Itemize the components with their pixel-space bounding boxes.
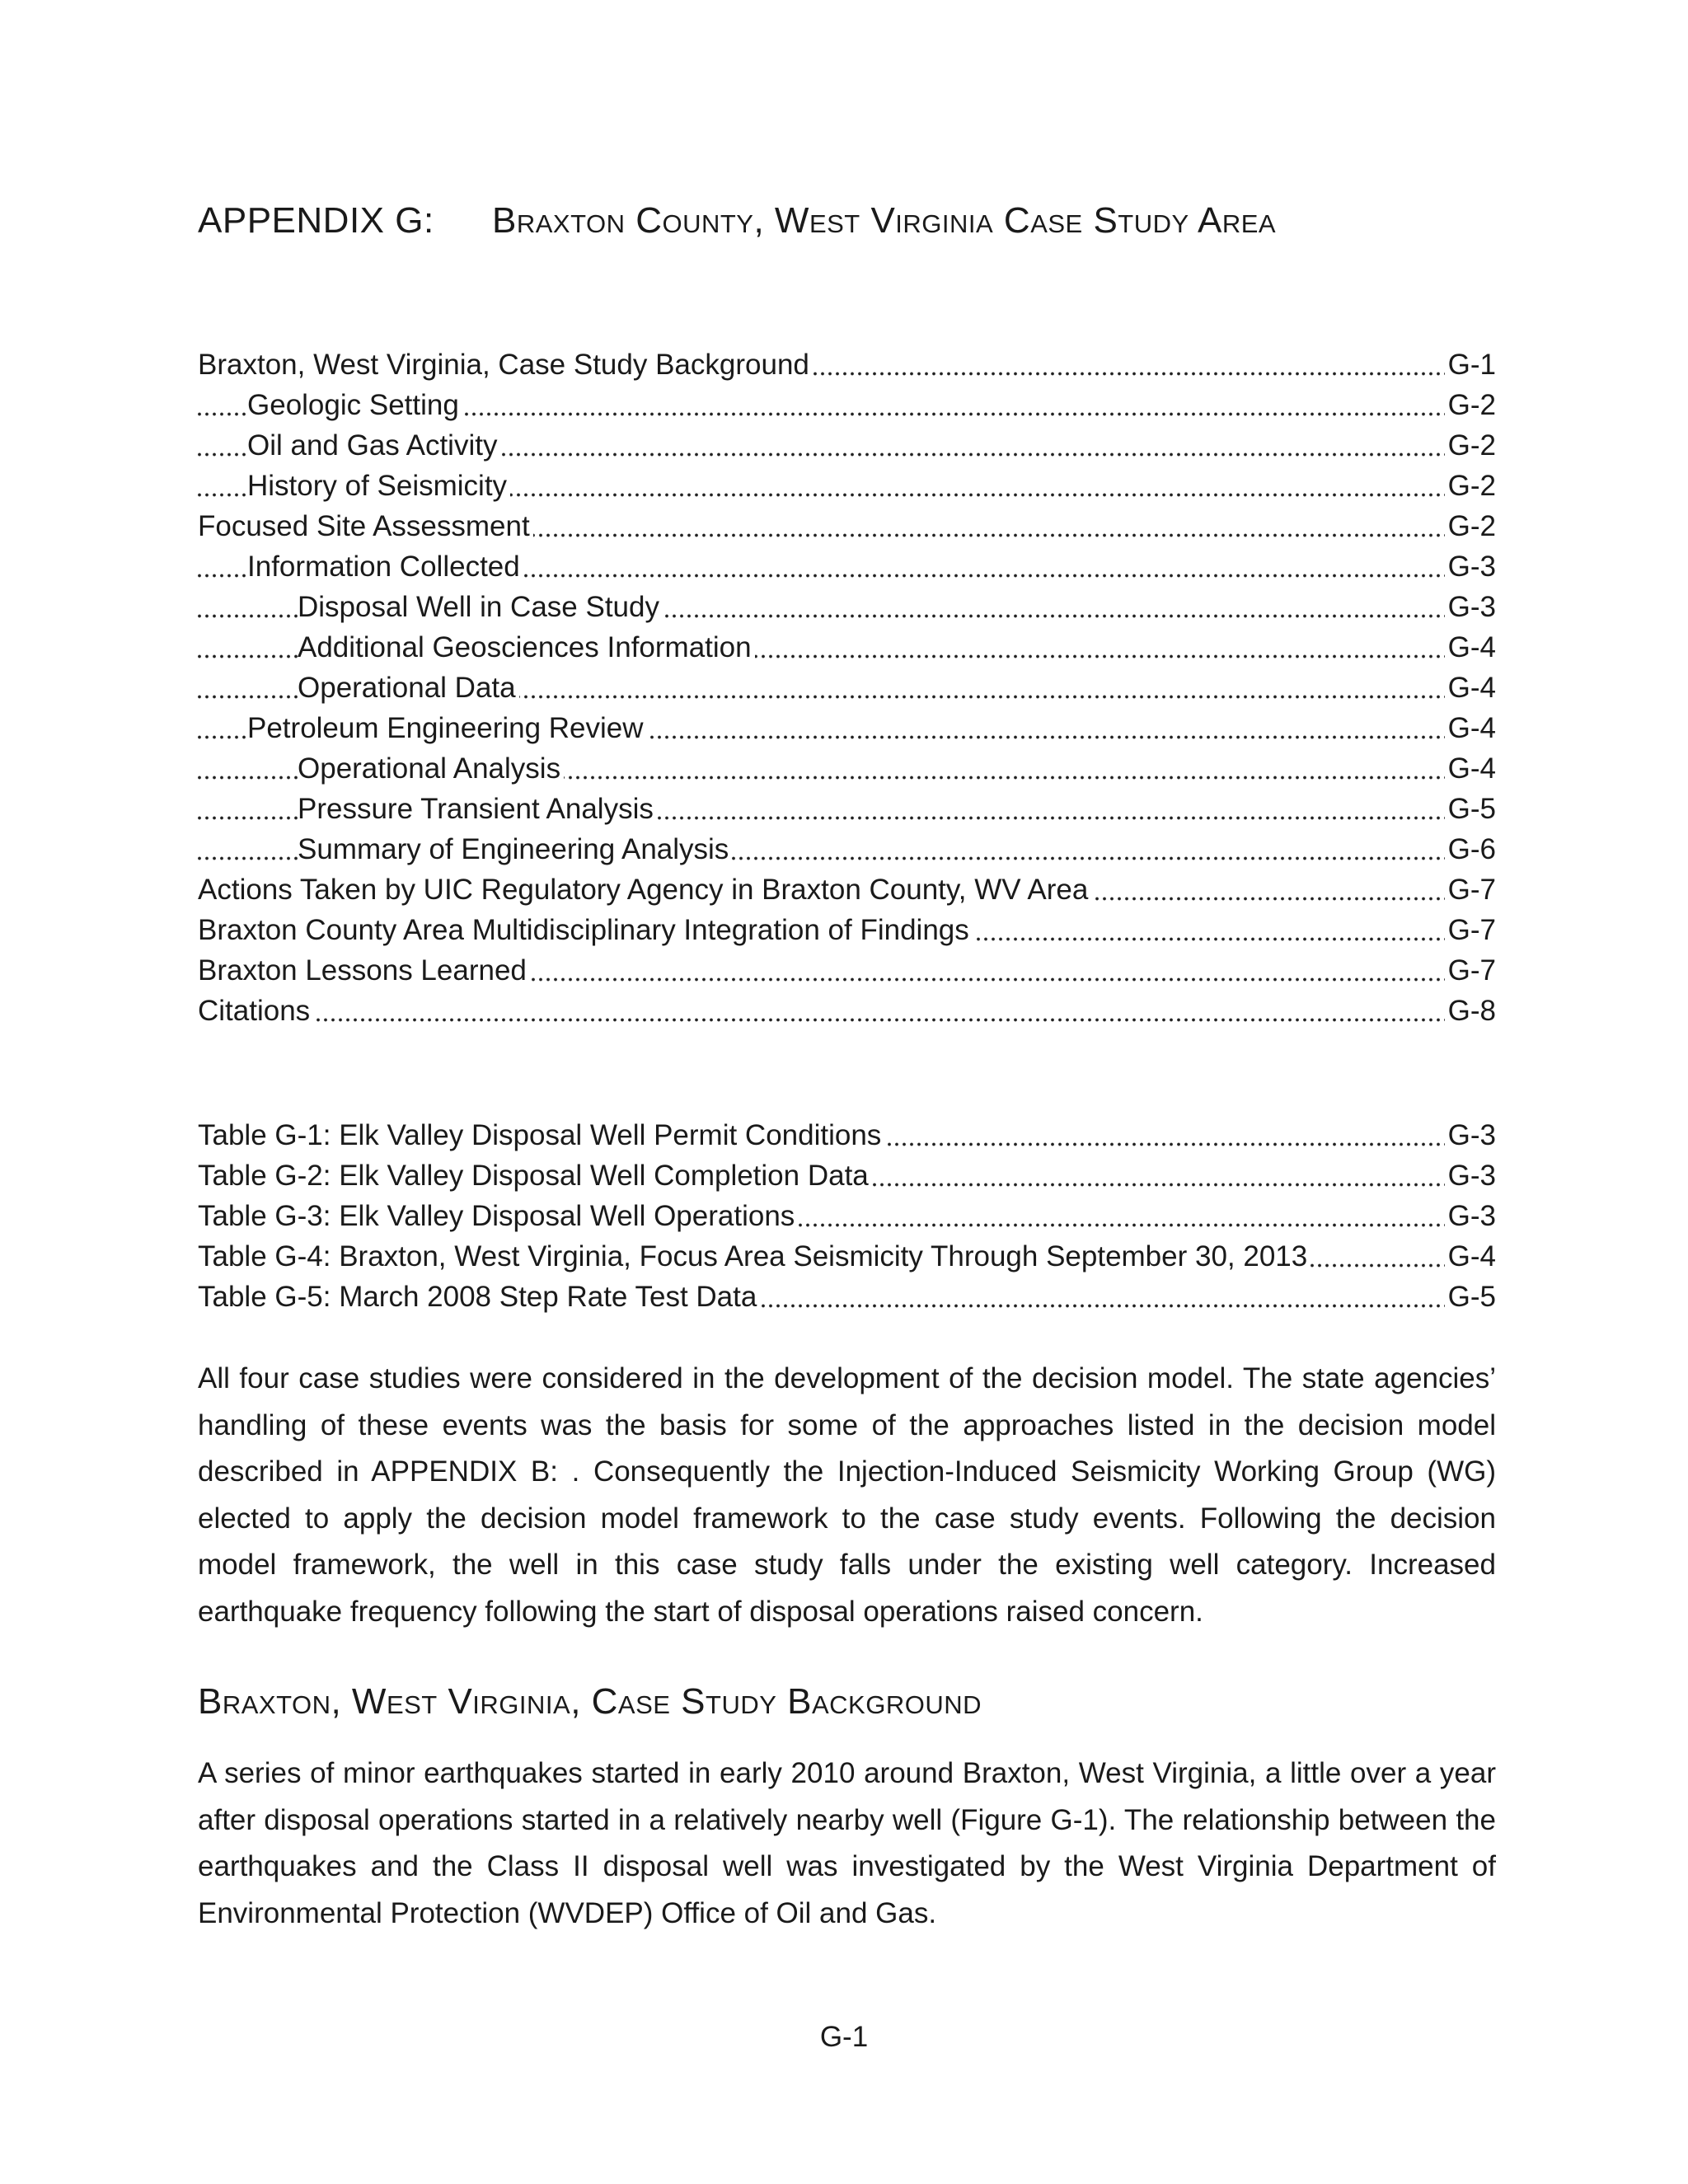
table-list-label: Table G-5: March 2008 Step Rate Test Data — [198, 1277, 760, 1317]
toc-entry-label: Focused Site Assessment — [198, 506, 533, 546]
toc-entry-page: G-7 — [1445, 950, 1496, 991]
appendix-heading — [198, 196, 1276, 246]
toc-entry[interactable] — [198, 425, 1496, 466]
table-list-page: G-4 — [1445, 1236, 1496, 1277]
toc-entry-page: G-4 — [1445, 627, 1496, 668]
appendix-label: APPENDIX G: — [198, 200, 434, 241]
toc-entry[interactable] — [198, 344, 1496, 385]
toc-entry-page: G-4 — [1445, 748, 1496, 789]
table-list-label: Table G-3: Elk Valley Disposal Well Operations — [198, 1196, 798, 1236]
toc-entry[interactable] — [198, 748, 1496, 789]
toc-entry-page: G-6 — [1445, 829, 1496, 869]
toc-entry[interactable] — [198, 869, 1496, 910]
table-of-contents — [198, 344, 1496, 1031]
table-list-page: G-5 — [1445, 1277, 1496, 1317]
list-of-tables — [198, 1115, 1496, 1317]
toc-entry-label: Disposal Well in Case Study — [298, 587, 663, 627]
toc-entry-label: Summary of Engineering Analysis — [298, 829, 732, 869]
toc-entry-label: Actions Taken by UIC Regulatory Agency in Braxton County, WV Area — [198, 869, 1091, 910]
toc-entry-label: Braxton, West Virginia, Case Study Background — [198, 344, 813, 385]
toc-entry-label: History of Seismicity — [247, 466, 510, 506]
toc-entry-page: G-8 — [1445, 991, 1496, 1031]
toc-entry-page: G-3 — [1445, 546, 1496, 587]
toc-entry[interactable] — [198, 910, 1496, 950]
toc-entry[interactable] — [198, 385, 1496, 425]
toc-entry[interactable] — [198, 950, 1496, 991]
toc-entry-label: Information Collected — [247, 546, 523, 587]
toc-entry-page: G-7 — [1445, 869, 1496, 910]
toc-entry-page: G-2 — [1445, 425, 1496, 466]
toc-entry-page: G-3 — [1445, 587, 1496, 627]
toc-entry[interactable] — [198, 708, 1496, 748]
table-list-label: Table G-1: Elk Valley Disposal Well Permit Conditions — [198, 1115, 884, 1155]
toc-entry-label: Braxton Lessons Learned — [198, 950, 530, 991]
toc-entry-label: Operational Data — [298, 668, 519, 708]
toc-entry-label: Petroleum Engineering Review — [247, 708, 647, 748]
table-list-entry[interactable] — [198, 1115, 1496, 1155]
table-list-entry[interactable] — [198, 1155, 1496, 1196]
section-paragraph: A series of minor earthquakes started in early 2010 around Braxton, West Virginia, a little over a year after disposal operations started in a relatively nearby well (Figure G-1). The relationship between the earthquakes and the Class II disposal well was investigated by the West Virginia Department of Environmental Protection (WVDEP) Office of Oil and Gas. — [198, 1757, 1496, 1929]
toc-entry[interactable] — [198, 546, 1496, 587]
toc-entry-page: G-7 — [1445, 910, 1496, 950]
toc-entry[interactable] — [198, 506, 1496, 546]
toc-entry-label: Geologic Setting — [247, 385, 462, 425]
toc-entry-label: Citations — [198, 991, 313, 1031]
table-list-label: Table G-4: Braxton, West Virginia, Focus Area Seismicity Through September 30, 2013 — [198, 1236, 1311, 1277]
toc-entry-label: Pressure Transient Analysis — [298, 789, 657, 829]
toc-entry-page: G-2 — [1445, 385, 1496, 425]
toc-entry-label: Operational Analysis — [298, 748, 564, 789]
toc-entry[interactable] — [198, 789, 1496, 829]
page-number: G-1 — [819, 2021, 869, 2053]
toc-entry-page: G-2 — [1445, 466, 1496, 506]
table-list-label: Table G-2: Elk Valley Disposal Well Completion Data — [198, 1155, 872, 1196]
toc-entry[interactable] — [198, 466, 1496, 506]
intro-paragraph: All four case studies were considered in the development of the decision model. The state agencies’ handling of these events was the basis for some of the approaches listed in the decision model described in APPENDIX B: . Consequently the Injection-Induced Seismicity Working Group (WG) elected to apply the decision model framework to the case study events. Following the decision model framework, the well in this case study falls under the existing well category. Increased earthquake frequency following the start of disposal operations raised concern. — [198, 1362, 1496, 1628]
table-list-page: G-3 — [1445, 1155, 1496, 1196]
toc-entry[interactable] — [198, 668, 1496, 708]
toc-entry[interactable] — [198, 991, 1496, 1031]
table-list-entry[interactable] — [198, 1196, 1496, 1236]
table-list-entry[interactable] — [198, 1277, 1496, 1317]
appendix-title: Braxton County, West Virginia Case Study Area — [492, 200, 1277, 241]
toc-entry-page: G-4 — [1445, 708, 1496, 748]
table-list-page: G-3 — [1445, 1115, 1496, 1155]
section-heading: Braxton, West Virginia, Case Study Background — [198, 1681, 982, 1722]
toc-entry-label: Additional Geosciences Information — [298, 627, 755, 668]
toc-entry[interactable] — [198, 587, 1496, 627]
toc-entry[interactable] — [198, 627, 1496, 668]
toc-entry[interactable] — [198, 829, 1496, 869]
toc-entry-label: Oil and Gas Activity — [247, 425, 500, 466]
toc-entry-page: G-5 — [1445, 789, 1496, 829]
toc-entry-page: G-4 — [1445, 668, 1496, 708]
toc-entry-page: G-1 — [1445, 344, 1496, 385]
table-list-page: G-3 — [1445, 1196, 1496, 1236]
table-list-entry[interactable] — [198, 1236, 1496, 1277]
toc-entry-label: Braxton County Area Multidisciplinary Integration of Findings — [198, 910, 973, 950]
toc-entry-page: G-2 — [1445, 506, 1496, 546]
